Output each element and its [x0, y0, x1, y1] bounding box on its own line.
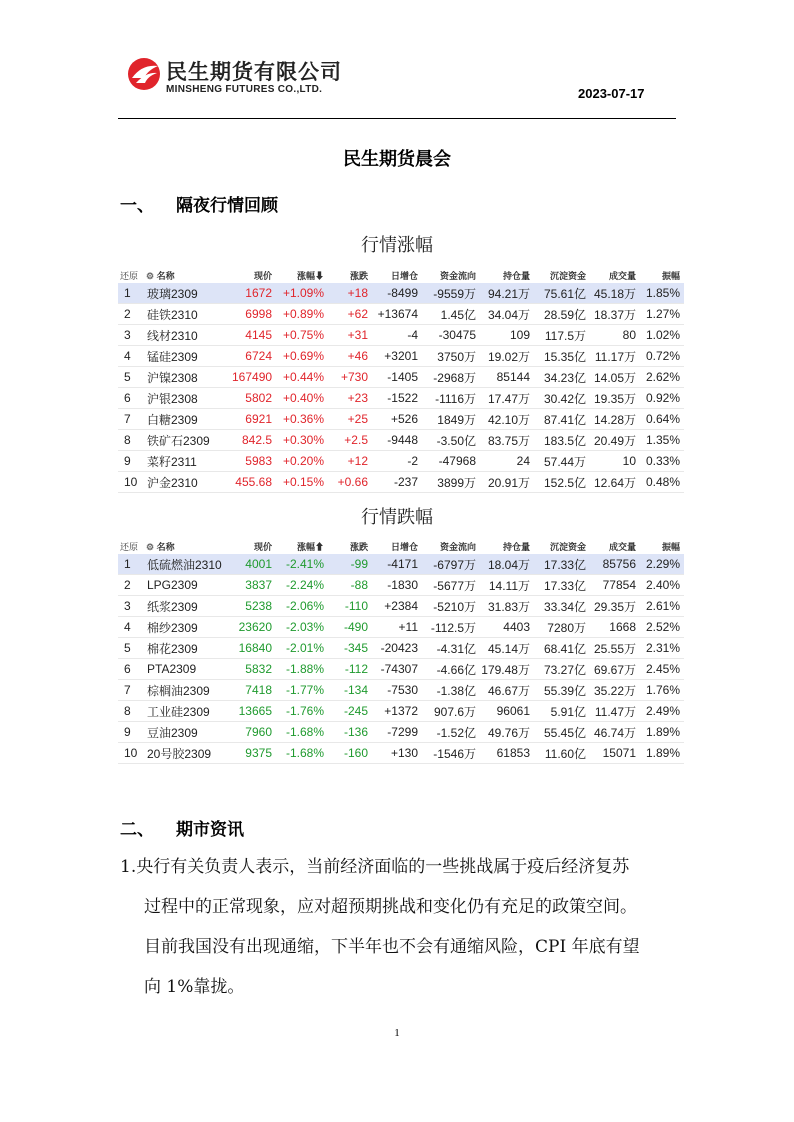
table-row[interactable]	[118, 388, 684, 409]
cell-volume: 35.22万	[590, 680, 640, 701]
table-row[interactable]	[118, 430, 684, 451]
cell-oi-change: -2	[372, 451, 422, 472]
table-row[interactable]	[118, 451, 684, 472]
column-header-rank[interactable]: 还原	[120, 270, 139, 281]
cell-settled-funds: 75.61亿	[534, 283, 590, 304]
cell-name: 玻璃2309	[144, 283, 232, 304]
cell-settled-funds: 57.44万	[534, 451, 590, 472]
cell-oi-change: -1830	[372, 575, 422, 596]
cell-volume: 18.37万	[590, 304, 640, 325]
cell-fund-flow: -5677万	[422, 575, 480, 596]
cell-amplitude: 2.61%	[640, 596, 684, 617]
cell-change: -490	[328, 617, 372, 638]
cell-rank: 2	[118, 575, 144, 596]
cell-change-pct: +0.69%	[276, 346, 328, 367]
cell-name: LPG2309	[144, 575, 232, 596]
cell-amplitude: 0.33%	[640, 451, 684, 472]
cell-volume: 14.05万	[590, 367, 640, 388]
cell-oi-change: +3201	[372, 346, 422, 367]
cell-price: 5832	[232, 659, 276, 680]
table-row[interactable]	[118, 638, 684, 659]
cell-amplitude: 0.72%	[640, 346, 684, 367]
settings-gear-icon[interactable]: ⚙	[146, 270, 157, 281]
company-logo	[126, 54, 366, 102]
table-row[interactable]	[118, 554, 684, 575]
cell-name: 棕榈油2309	[144, 680, 232, 701]
cell-name: 工业硅2309	[144, 701, 232, 722]
cell-amplitude: 0.92%	[640, 388, 684, 409]
cell-change-pct: +0.15%	[276, 472, 328, 493]
cell-name: 沪银2308	[144, 388, 232, 409]
cell-oi-change: -74307	[372, 659, 422, 680]
cell-fund-flow: 1.45亿	[422, 304, 480, 325]
cell-name: 硅铁2310	[144, 304, 232, 325]
cell-settled-funds: 17.33亿	[534, 554, 590, 575]
cell-change: +23	[328, 388, 372, 409]
cell-change: +730	[328, 367, 372, 388]
cell-fund-flow: -112.5万	[422, 617, 480, 638]
cell-change: -110	[328, 596, 372, 617]
cell-oi-change: +2384	[372, 596, 422, 617]
cell-price: 7960	[232, 722, 276, 743]
cell-name: 线材2310	[144, 325, 232, 346]
cell-change-pct: +0.20%	[276, 451, 328, 472]
column-header-fund-flow[interactable]: 资金流向	[439, 270, 476, 281]
cell-rank: 5	[118, 367, 144, 388]
table-row[interactable]	[118, 722, 684, 743]
cell-change-pct: -2.41%	[276, 554, 328, 575]
cell-fund-flow: -30475	[422, 325, 480, 346]
cell-name: 棉纱2309	[144, 617, 232, 638]
cell-oi-change: -7299	[372, 722, 422, 743]
cell-oi-change: -20423	[372, 638, 422, 659]
cell-change-pct: -2.24%	[276, 575, 328, 596]
cell-settled-funds: 55.45亿	[534, 722, 590, 743]
cell-volume: 85756	[590, 554, 640, 575]
cell-volume: 69.67万	[590, 659, 640, 680]
column-header-amplitude[interactable]: 振幅	[661, 270, 680, 281]
cell-rank: 10	[118, 472, 144, 493]
cell-rank: 9	[118, 451, 144, 472]
cell-volume: 11.47万	[590, 701, 640, 722]
cell-change-pct: -1.76%	[276, 701, 328, 722]
cell-change: +18	[328, 283, 372, 304]
cell-volume: 46.74万	[590, 722, 640, 743]
cell-change-pct: -1.77%	[276, 680, 328, 701]
column-header-oi-change[interactable]: 日增仓	[390, 541, 418, 552]
cell-price: 6921	[232, 409, 276, 430]
cell-open-interest: 18.04万	[480, 554, 534, 575]
table-row[interactable]	[118, 367, 684, 388]
losers-table	[118, 538, 684, 764]
cell-change: +31	[328, 325, 372, 346]
cell-price: 455.68	[232, 472, 276, 493]
cell-fund-flow: -2968万	[422, 367, 480, 388]
column-header-change-pct[interactable]: 涨幅⬇	[296, 270, 324, 281]
cell-name: 沪镍2308	[144, 367, 232, 388]
cell-fund-flow: -1546万	[422, 743, 480, 764]
news-line: 过程中的正常现象，应对超预期挑战和变化仍有充足的政策空间。	[144, 897, 637, 917]
cell-fund-flow: 1849万	[422, 409, 480, 430]
cell-fund-flow: -6797万	[422, 554, 480, 575]
page-title: 民生期货晨会	[343, 149, 451, 170]
cell-name: 白糖2309	[144, 409, 232, 430]
column-header-volume[interactable]: 成交量	[608, 541, 636, 552]
cell-change: +12	[328, 451, 372, 472]
cell-price: 7418	[232, 680, 276, 701]
cell-change-pct: -1.88%	[276, 659, 328, 680]
cell-fund-flow: -9559万	[422, 283, 480, 304]
column-header-amplitude[interactable]: 振幅	[661, 541, 680, 552]
cell-amplitude: 0.48%	[640, 472, 684, 493]
cell-settled-funds: 17.33亿	[534, 575, 590, 596]
cell-open-interest: 179.48万	[480, 659, 534, 680]
cell-price: 5983	[232, 451, 276, 472]
table-row[interactable]	[118, 472, 684, 493]
settings-gear-icon[interactable]: ⚙	[146, 541, 157, 552]
column-header-oi-change[interactable]: 日增仓	[390, 270, 418, 281]
table-row[interactable]	[118, 701, 684, 722]
cell-settled-funds: 183.5亿	[534, 430, 590, 451]
cell-volume: 1668	[590, 617, 640, 638]
section-heading-overnight	[120, 191, 278, 216]
cell-settled-funds: 28.59亿	[534, 304, 590, 325]
column-header-name[interactable]: ⚙ 名称	[146, 270, 175, 281]
cell-oi-change: -9448	[372, 430, 422, 451]
cell-amplitude: 1.76%	[640, 680, 684, 701]
minsheng-logo-icon	[126, 56, 162, 92]
cell-volume: 12.64万	[590, 472, 640, 493]
cell-oi-change: -237	[372, 472, 422, 493]
page-number: 1	[394, 1027, 400, 1039]
cell-price: 16840	[232, 638, 276, 659]
table-row[interactable]	[118, 304, 684, 325]
cell-settled-funds: 68.41亿	[534, 638, 590, 659]
cell-oi-change: -4171	[372, 554, 422, 575]
cell-change: -88	[328, 575, 372, 596]
cell-change-pct: +0.36%	[276, 409, 328, 430]
cell-open-interest: 14.11万	[480, 575, 534, 596]
cell-fund-flow: 3750万	[422, 346, 480, 367]
cell-change-pct: +0.75%	[276, 325, 328, 346]
cell-fund-flow: -1116万	[422, 388, 480, 409]
cell-rank: 2	[118, 304, 144, 325]
cell-change: -345	[328, 638, 372, 659]
cell-change-pct: -2.03%	[276, 617, 328, 638]
table-row[interactable]	[118, 596, 684, 617]
logo-english-name: MINSHENG FUTURES CO.,LTD.	[166, 84, 323, 95]
cell-amplitude: 2.31%	[640, 638, 684, 659]
column-header-settled-funds[interactable]: 沉淀资金	[549, 541, 586, 552]
cell-settled-funds: 87.41亿	[534, 409, 590, 430]
cell-rank: 4	[118, 346, 144, 367]
news-item-1	[120, 847, 676, 1007]
cell-rank: 3	[118, 325, 144, 346]
cell-oi-change: -7530	[372, 680, 422, 701]
cell-rank: 6	[118, 659, 144, 680]
cell-change: -136	[328, 722, 372, 743]
cell-settled-funds: 55.39亿	[534, 680, 590, 701]
cell-change-pct: -2.01%	[276, 638, 328, 659]
cell-oi-change: +526	[372, 409, 422, 430]
section-label: 期市资讯	[176, 820, 244, 840]
cell-change: -245	[328, 701, 372, 722]
cell-amplitude: 1.85%	[640, 283, 684, 304]
cell-name: PTA2309	[144, 659, 232, 680]
column-header-rank[interactable]: 还原	[120, 541, 139, 552]
cell-name: 铁矿石2309	[144, 430, 232, 451]
cell-rank: 4	[118, 617, 144, 638]
cell-name: 沪金2310	[144, 472, 232, 493]
cell-settled-funds: 7280万	[534, 617, 590, 638]
cell-volume: 25.55万	[590, 638, 640, 659]
table-header-row	[118, 267, 684, 283]
table-row[interactable]	[118, 617, 684, 638]
section-heading-news	[120, 815, 244, 840]
cell-open-interest: 83.75万	[480, 430, 534, 451]
cell-rank: 6	[118, 388, 144, 409]
cell-open-interest: 49.76万	[480, 722, 534, 743]
cell-change-pct: +0.30%	[276, 430, 328, 451]
cell-price: 6998	[232, 304, 276, 325]
cell-open-interest: 61853	[480, 743, 534, 764]
cell-oi-change: -1522	[372, 388, 422, 409]
cell-price: 6724	[232, 346, 276, 367]
cell-fund-flow: -5210万	[422, 596, 480, 617]
cell-name: 棉花2309	[144, 638, 232, 659]
cell-amplitude: 2.40%	[640, 575, 684, 596]
column-header-open-interest[interactable]: 持仓量	[502, 270, 530, 281]
table-row[interactable]	[118, 680, 684, 701]
cell-amplitude: 2.49%	[640, 701, 684, 722]
cell-price: 4001	[232, 554, 276, 575]
column-header-settled-funds[interactable]: 沉淀资金	[549, 270, 586, 281]
cell-oi-change: +130	[372, 743, 422, 764]
cell-price: 23620	[232, 617, 276, 638]
cell-price: 13665	[232, 701, 276, 722]
cell-price: 3837	[232, 575, 276, 596]
cell-settled-funds: 152.5亿	[534, 472, 590, 493]
cell-change-pct: +0.89%	[276, 304, 328, 325]
cell-open-interest: 31.83万	[480, 596, 534, 617]
table-row[interactable]	[118, 659, 684, 680]
cell-oi-change: -8499	[372, 283, 422, 304]
cell-amplitude: 2.52%	[640, 617, 684, 638]
cell-name: 锰硅2309	[144, 346, 232, 367]
cell-fund-flow: 3899万	[422, 472, 480, 493]
header-divider	[118, 118, 676, 119]
cell-rank: 8	[118, 701, 144, 722]
cell-volume: 15071	[590, 743, 640, 764]
cell-change: +46	[328, 346, 372, 367]
cell-amplitude: 2.62%	[640, 367, 684, 388]
cell-volume: 14.28万	[590, 409, 640, 430]
cell-settled-funds: 30.42亿	[534, 388, 590, 409]
cell-volume: 29.35万	[590, 596, 640, 617]
cell-change-pct: +0.44%	[276, 367, 328, 388]
cell-name: 低硫燃油2310	[144, 554, 232, 575]
column-header-change-pct[interactable]: 涨幅⬆	[296, 541, 324, 552]
cell-rank: 7	[118, 409, 144, 430]
cell-open-interest: 19.02万	[480, 346, 534, 367]
cell-change-pct: +1.09%	[276, 283, 328, 304]
cell-rank: 1	[118, 554, 144, 575]
cell-settled-funds: 15.35亿	[534, 346, 590, 367]
cell-open-interest: 17.47万	[480, 388, 534, 409]
cell-volume: 80	[590, 325, 640, 346]
cell-price: 5238	[232, 596, 276, 617]
cell-price: 5802	[232, 388, 276, 409]
cell-change-pct: -1.68%	[276, 722, 328, 743]
cell-oi-change: -1405	[372, 367, 422, 388]
table-row[interactable]	[118, 743, 684, 764]
table-row[interactable]	[118, 283, 684, 304]
column-header-volume[interactable]: 成交量	[608, 270, 636, 281]
gainers-table-title: 行情涨幅	[361, 235, 433, 256]
cell-amplitude: 2.45%	[640, 659, 684, 680]
cell-fund-flow: -3.50亿	[422, 430, 480, 451]
cell-fund-flow: -47968	[422, 451, 480, 472]
cell-settled-funds: 117.5万	[534, 325, 590, 346]
cell-open-interest: 96061	[480, 701, 534, 722]
cell-change-pct: -2.06%	[276, 596, 328, 617]
cell-settled-funds: 5.91亿	[534, 701, 590, 722]
table-row[interactable]	[118, 325, 684, 346]
cell-rank: 3	[118, 596, 144, 617]
cell-volume: 19.35万	[590, 388, 640, 409]
sort-desc-icon[interactable]: ⬇	[314, 270, 324, 281]
cell-amplitude: 1.89%	[640, 722, 684, 743]
cell-volume: 45.18万	[590, 283, 640, 304]
cell-change: -160	[328, 743, 372, 764]
cell-price: 4145	[232, 325, 276, 346]
news-line: 向 1%靠拢。	[144, 977, 245, 997]
column-header-open-interest[interactable]: 持仓量	[502, 541, 530, 552]
cell-open-interest: 4403	[480, 617, 534, 638]
table-header-row	[118, 538, 684, 554]
cell-open-interest: 45.14万	[480, 638, 534, 659]
cell-open-interest: 42.10万	[480, 409, 534, 430]
column-header-price[interactable]: 现价	[253, 270, 272, 281]
cell-oi-change: -4	[372, 325, 422, 346]
cell-rank: 8	[118, 430, 144, 451]
cell-settled-funds: 73.27亿	[534, 659, 590, 680]
column-header-fund-flow[interactable]: 资金流向	[439, 541, 476, 552]
table-row[interactable]	[118, 575, 684, 596]
cell-volume: 11.17万	[590, 346, 640, 367]
cell-oi-change: +11	[372, 617, 422, 638]
cell-amplitude: 2.29%	[640, 554, 684, 575]
cell-fund-flow: -4.66亿	[422, 659, 480, 680]
news-line: 1.央行有关负责人表示，当前经济面临的一些挑战属于疫后经济复苏	[120, 857, 630, 877]
cell-amplitude: 1.35%	[640, 430, 684, 451]
cell-open-interest: 24	[480, 451, 534, 472]
cell-change-pct: -1.68%	[276, 743, 328, 764]
losers-table-title: 行情跌幅	[361, 507, 433, 528]
column-header-name[interactable]: ⚙ 名称	[146, 541, 175, 552]
cell-volume: 20.49万	[590, 430, 640, 451]
cell-price: 9375	[232, 743, 276, 764]
section-number: 二、	[120, 820, 154, 840]
cell-oi-change: +13674	[372, 304, 422, 325]
cell-amplitude: 0.64%	[640, 409, 684, 430]
report-date: 2023-07-17	[578, 86, 645, 101]
cell-volume: 77854	[590, 575, 640, 596]
cell-change: -134	[328, 680, 372, 701]
cell-settled-funds: 33.34亿	[534, 596, 590, 617]
cell-open-interest: 85144	[480, 367, 534, 388]
cell-fund-flow: 907.6万	[422, 701, 480, 722]
sort-asc-icon[interactable]: ⬆	[314, 541, 324, 552]
cell-fund-flow: -1.38亿	[422, 680, 480, 701]
cell-name: 20号胶2309	[144, 743, 232, 764]
cell-rank: 5	[118, 638, 144, 659]
cell-open-interest: 109	[480, 325, 534, 346]
cell-change: +2.5	[328, 430, 372, 451]
cell-open-interest: 46.67万	[480, 680, 534, 701]
cell-price: 1672	[232, 283, 276, 304]
cell-fund-flow: -4.31亿	[422, 638, 480, 659]
cell-change-pct: +0.40%	[276, 388, 328, 409]
column-header-change[interactable]: 涨跌	[349, 270, 368, 281]
cell-change: +0.66	[328, 472, 372, 493]
cell-fund-flow: -1.52亿	[422, 722, 480, 743]
news-item-number: 1.	[120, 857, 137, 877]
cell-amplitude: 1.02%	[640, 325, 684, 346]
news-line: 目前我国没有出现通缩，下半年也不会有通缩风险，CPI 年底有望	[144, 937, 640, 957]
cell-change: +62	[328, 304, 372, 325]
cell-open-interest: 20.91万	[480, 472, 534, 493]
cell-amplitude: 1.27%	[640, 304, 684, 325]
cell-price: 167490	[232, 367, 276, 388]
section-number: 一、	[120, 196, 154, 216]
cell-amplitude: 1.89%	[640, 743, 684, 764]
logo-chinese-name: 民生期货有限公司	[166, 60, 342, 84]
cell-open-interest: 34.04万	[480, 304, 534, 325]
cell-name: 菜籽2311	[144, 451, 232, 472]
column-header-price[interactable]: 现价	[253, 541, 272, 552]
column-header-change[interactable]: 涨跌	[349, 541, 368, 552]
cell-name: 纸浆2309	[144, 596, 232, 617]
table-row[interactable]	[118, 346, 684, 367]
cell-open-interest: 94.21万	[480, 283, 534, 304]
cell-change: -112	[328, 659, 372, 680]
cell-oi-change: +1372	[372, 701, 422, 722]
section-label: 隔夜行情回顾	[176, 196, 278, 216]
cell-rank: 10	[118, 743, 144, 764]
cell-change: +25	[328, 409, 372, 430]
cell-name: 豆油2309	[144, 722, 232, 743]
table-row[interactable]	[118, 409, 684, 430]
cell-rank: 9	[118, 722, 144, 743]
cell-change: -99	[328, 554, 372, 575]
cell-rank: 7	[118, 680, 144, 701]
cell-price: 842.5	[232, 430, 276, 451]
cell-settled-funds: 11.60亿	[534, 743, 590, 764]
gainers-table	[118, 267, 684, 493]
cell-settled-funds: 34.23亿	[534, 367, 590, 388]
cell-rank: 1	[118, 283, 144, 304]
cell-volume: 10	[590, 451, 640, 472]
